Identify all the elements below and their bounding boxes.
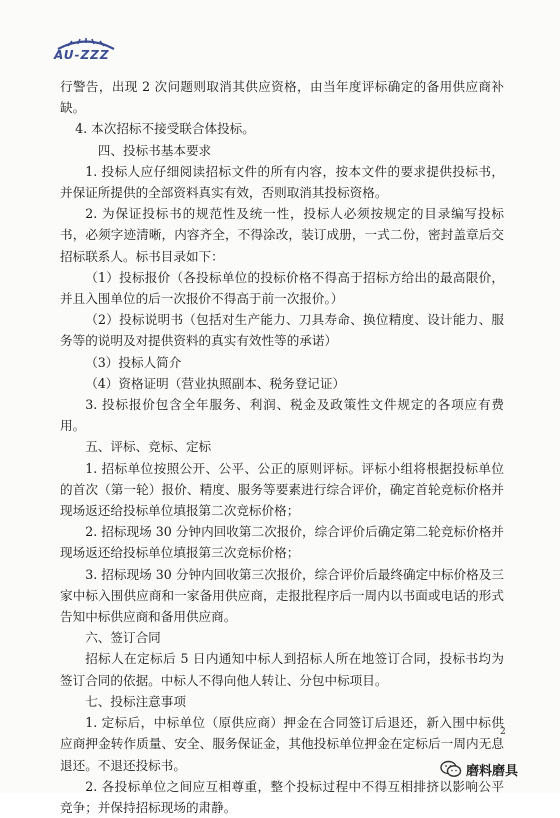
section-heading: 四、投标书基本要求 (97, 142, 212, 158)
paragraph: 2. 招标现场 30 分钟内回收第二次报价，综合评价后确定第二轮竞标价格并现场返还给投标单位填报第三次竞标价格； (60, 524, 504, 561)
list-item: （1）投标报价（各投标单位的投标价格不得高于招标方给出的最高限价，并且入围单位的后一次报价不得高于前一次报价。） (60, 269, 504, 307)
page-number: 2 (500, 727, 506, 737)
section-heading: 七、投标注意事项 (85, 693, 186, 709)
paragraph: 1. 定标后，中标单位（原供应商）押金在合同签订后退还，新入围中标供应商押金转作质量、安全、服务保证金，其他投标单位押金在定标后一周内无息退还。不退还投标书。 (60, 715, 504, 773)
list-item: （3）投标人简介 (85, 354, 182, 370)
list-item: （2）投标说明书（包括对生产能力、刀具寿命、换位精度、设计能力、服务等的说明及对提供资料的真实有效性等的承诺） (60, 312, 504, 349)
wechat-account-watermark (440, 756, 560, 782)
paragraph: 1. 投标人应仔细阅读招标文件的所有内容，按本文件的要求提供投标书，并保证所提供的全部资料真实有效，否则取消其投标资格。 (60, 163, 504, 201)
paragraph: 1. 招标单位按照公开、公平、公正的原则评标。评标小组将根据投标单位的首次（第一轮）报价、精度、服务等要素进行综合评价，确定首轮竞标价格并现场返还给投标单位填报第二次竞标价格； (60, 460, 504, 519)
paragraph: 招标人在定标后 5 日内通知中标人到招标人所在地签订合同，投标书均为签订合同的依据。中标人不得向他人转让、分包中标项目。 (60, 651, 504, 688)
paragraph: 3. 招标现场 30 分钟内回收第三次报价，综合评价后最终确定中标价格及三家中标入围供应商和一家备用供应商，走报批程序后一周内以书面或电话的形式告知中标供应商和备用供应商。 (60, 566, 504, 625)
document-body (60, 76, 504, 818)
paragraph: 4. 本次招标不接受联合体投标。 (75, 121, 255, 137)
list-item: （4）资格证明（营业执照副本、税务登记证） (85, 375, 346, 391)
account-name: 磨料磨具 (466, 763, 519, 779)
paragraph: 2. 各投标单位之间应互相尊重，整个投标过程中不得互相排挤以影响公平竞争；并保持招标现场的肃静。 (60, 778, 504, 815)
section-heading: 六、签订合同 (85, 630, 161, 646)
paragraph: 2. 为保证投标书的规范性及统一性，投标人必须按规定的目录编写投标书，必须字迹清晰，内容齐全，不得涂改，装订成册，一式二份，密封盖章后交招标联系人。标书目录如下： (60, 206, 504, 264)
paragraph: 行警告，出现 2 次问题则取消其供应资格，由当年度评标确定的备用供应商补缺。 (60, 79, 504, 116)
logo-text: AU-ZZZ (54, 48, 110, 62)
wechat-icon (440, 760, 462, 778)
company-logo (54, 38, 118, 68)
section-heading: 五、评标、竞标、定标 (85, 439, 212, 455)
paragraph: 3. 投标报价包含全年服务、利润、税金及政策性文件规定的各项应有费用。 (60, 397, 504, 434)
